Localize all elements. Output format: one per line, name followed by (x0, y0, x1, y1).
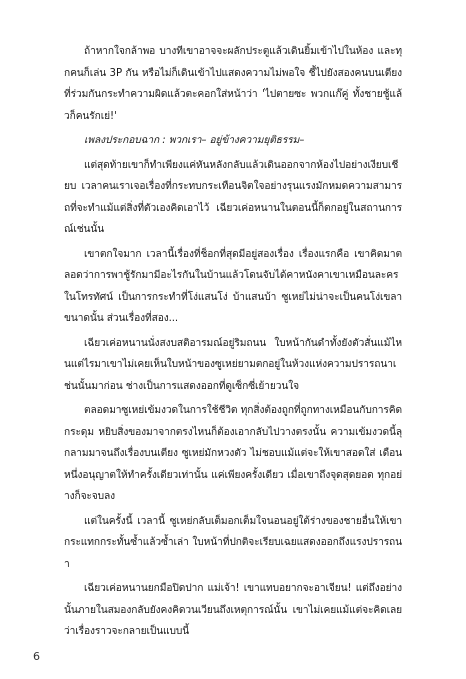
paragraph-5: ตลอดมาซูเหย่เข้มงวดในการใช้ชีวิต ทุกสิ่งต้องถูกที่ถูกทางเหมือนกับการคิดกระดุม หยิบสิ่งของมาจากตรงไหนก็ต้องเอากลับไปวางตรงนั้น ความเข้มงวดนี้ลุกลามมาจนถึงเรื่องบนเตียง ซูเหย่มักหวงตัว ไม่ชอบแม้แต่จะให้เขาสอดใส่ เดือนหนึ่งอนุญาตให้ทำครั้งเดียวเท่านั้น แค่เพียงครั้งเดียว เมื่อเขาถึงจุดสุดยอด ทุกอย่างก็จะจบลง (64, 405, 402, 502)
paragraph-4: เฉียวเค่อหนานนั่งสงบสติอารมณ์อยู่ริมถนน ใบหน้ากันดำทั้งยังตัวสั่นแม้ไหนแต่ไรมาเขาไม่เคยเห็นใบหน้าของซูเหย่ยามตกอยู่ในห้วงแห่งความปรารถนาเช่นนั้นมาก่อน ช่างเป็นการแสดงออกที่ดูเซ็กซี่เย้ายวนใจ (64, 337, 402, 392)
paragraph-1: ถ้าหากใจกล้าพอ บางทีเขาอาจจะผลักประตูแล้วเดินยิ้มเข้าไปในห้อง และทุกคนก็เล่น 3P กัน หรือไม่ก็เดินเข้าไปแสดงความไม่พอใจ ชี้ไปยังสองคนบนเตียงที่ร่วมกันกระทำความผิดแล้วตะคอกใส่หน้าว่า 'ไปตายซะ พวกแก๊คู่ ทั้งชายชู้แล้วก็คนรักเย่!' (64, 46, 402, 122)
paragraph-7: เฉียวเค่อหนานยกมือปิดปาก แม่เจ้า! เขาแทบอยากจะอาเจียน! แต่ถึงอย่างนั้นภายในสมองกลับยังคงคิดวนเวียนถึงเหตุการณ์นั้น เขาไม่เคยแม้แต่จะคิดเลยว่าเรื่องราวจะกลายเป็นแบบนี้ (64, 583, 402, 637)
page-body (64, 41, 402, 643)
paragraph-6: แต่ในครั้งนี้ เวลานี้ ซูเหย่กลับเต็มอกเต็มใจนอนอยู่ใต้ร่างของชายอื่นให้เขากระแทกกระทั้นซ้ำแล้วซ้ำเล่า ใบหน้าที่ปกติจะเรียบเฉยแสดงออกถึงแรงปรารถนา (64, 515, 402, 570)
paragraph-2: แต่สุดท้ายเขาก็ทำเพียงแค่หันหลังกลับแล้วเดินออกจากห้องไปอย่างเงียบเชียบ เวลาคนเราเจอเรื่องที่กระทบกระเทือนจิตใจอย่างรุนแรงมักหมดความสามารถที่จะทำแม้แต่สิ่งที่ตัวเองคิดเอาไว้ เฉียวเค่อหนานในตอนนี้ก็ตกอยู่ในสถานการณ์เช่นนั้น (64, 159, 402, 235)
paragraph-3: เขาตกใจมาก เวลานี้เรื่องที่ช็อกที่สุดมีอยู่สองเรื่อง เรื่องแรกคือ เขาคิดมาตลอดว่าการพาชู้รักมามีอะไรกันในบ้านแล้วโดนจับได้คาหนังคาเขาเหมือนละครในโทรทัศน์ เป็นการกระทำที่โง่แสนโง่ บ้าแสนบ้า ซูเหย่ไม่น่าจะเป็นคนโง่เขลาขนาดนั้น ส่วนเรื่องที่สอง... (64, 248, 402, 324)
page-number: 6 (33, 650, 40, 663)
scene-music-caption: เพลงประกอบฉาก : พวกเรา– อยู่ข้างความยุติธรรม– (84, 135, 305, 146)
